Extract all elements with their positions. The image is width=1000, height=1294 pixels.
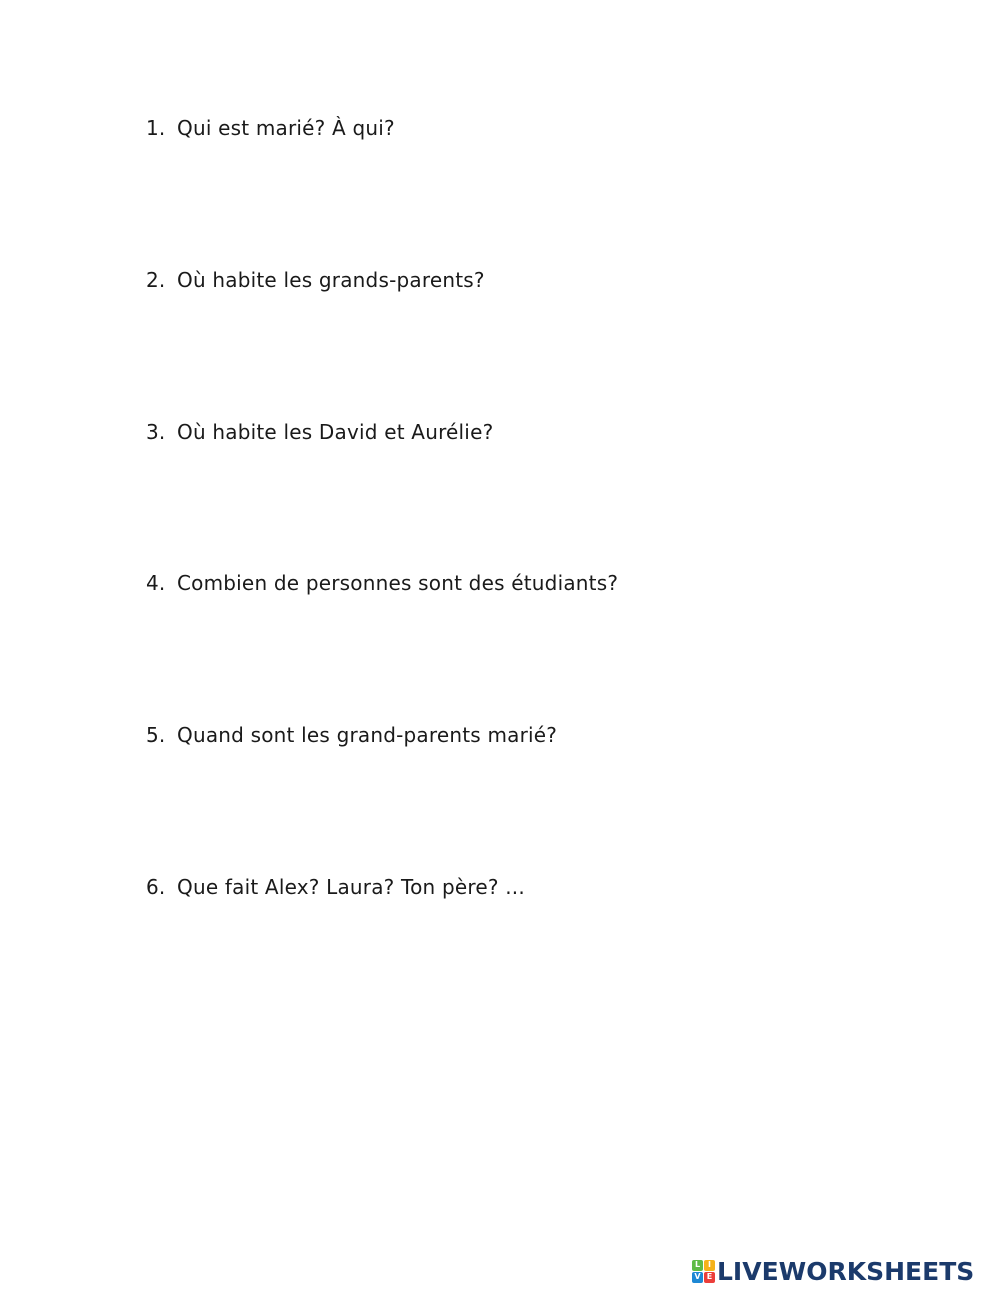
question-item [146, 872, 525, 902]
question-item [146, 720, 557, 750]
question-item [146, 568, 618, 598]
logo-letter: V [692, 1272, 703, 1283]
question-text: Combien de personnes sont des étudiants? [177, 571, 619, 595]
logo-letter: I [704, 1260, 715, 1271]
question-text: Quand sont les grand-parents marié? [177, 723, 558, 747]
question-item [146, 417, 493, 447]
question-text: Où habite les grands-parents? [177, 268, 485, 292]
question-number: 2. [146, 268, 166, 292]
logo-letter: E [704, 1272, 715, 1283]
liveworksheets-logo [692, 1256, 974, 1286]
question-number: 6. [146, 875, 166, 899]
question-number: 1. [146, 116, 166, 140]
question-number: 3. [146, 420, 166, 444]
question-item [146, 265, 485, 295]
question-number: 4. [146, 571, 166, 595]
question-text: Qui est marié? À qui? [177, 116, 395, 140]
brand-name: LIVEWORKSHEETS [717, 1256, 975, 1286]
question-text: Où habite les David et Aurélie? [177, 420, 494, 444]
question-number: 5. [146, 723, 166, 747]
logo-letter: L [692, 1260, 703, 1271]
logo-mark-icon [692, 1260, 715, 1283]
question-item [146, 113, 395, 143]
question-text: Que fait Alex? Laura? Ton père? ... [177, 875, 525, 899]
